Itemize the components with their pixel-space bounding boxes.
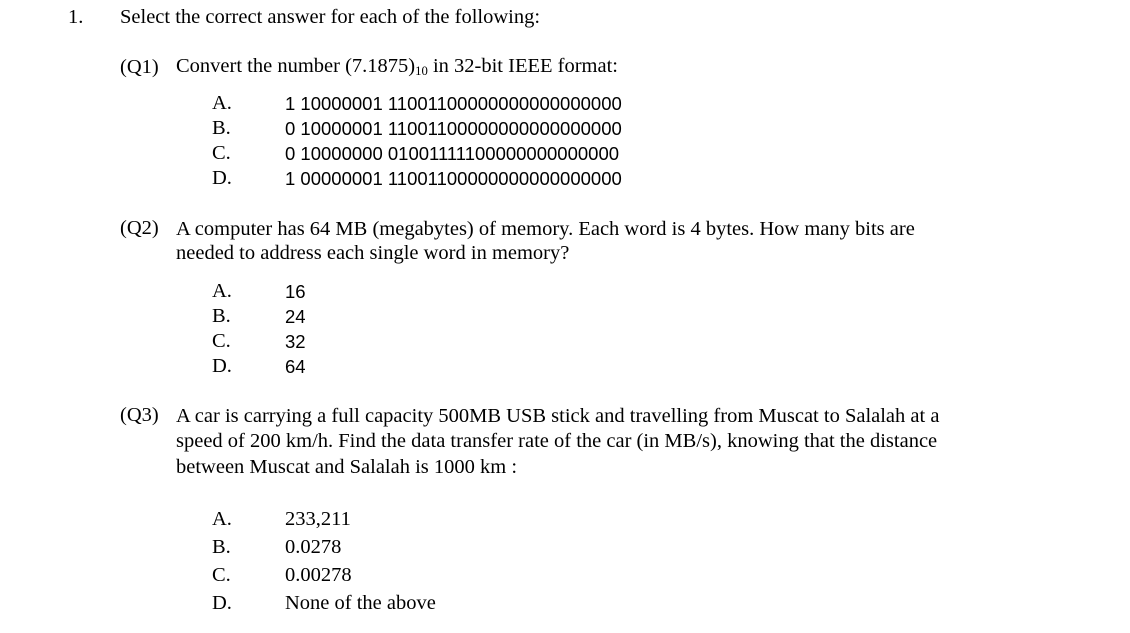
q2-option-a-letter: A.	[212, 280, 232, 302]
q2-option-c-value: 32	[285, 331, 306, 352]
q2-line-2: needed to address each single word in memory?	[176, 242, 570, 264]
q1-option-c-value: 0 10000000 01001111100000000000000	[285, 143, 620, 164]
q1-option-a-value: 1 10000001 11001100000000000000000	[285, 93, 622, 114]
q2-option-c-letter: C.	[212, 330, 231, 352]
q1-option-d-value: 1 00000001 11001100000000000000000	[285, 168, 622, 189]
instruction-text: Select the correct answer for each of the following:	[120, 6, 541, 28]
q1-text-before: Convert the number (7.1875)	[176, 55, 416, 77]
q3-option-d-letter: D.	[212, 592, 232, 614]
q1-option-d-letter: D.	[212, 167, 232, 189]
q3-option-a-value: 233,211	[285, 508, 351, 530]
q3-option-b-value: 0.0278	[285, 536, 342, 558]
q1-option-b-value: 0 10000001 11001100000000000000000	[285, 118, 622, 139]
q2-option-a-value: 16	[285, 281, 306, 302]
question-number: 1.	[68, 6, 84, 28]
q3-option-c-letter: C.	[212, 564, 231, 586]
q1-option-c-letter: C.	[212, 142, 231, 164]
q2-label: (Q2)	[120, 217, 159, 239]
q3-line-1: A car is carrying a full capacity 500MB USB stick and travelling from Muscat to Salalah at a	[176, 405, 940, 427]
q3-option-c-value: 0.00278	[285, 564, 352, 586]
q3-line-3: between Muscat and Salalah is 1000 km :	[176, 456, 518, 478]
q3-label: (Q3)	[120, 404, 159, 426]
q1-option-b-letter: B.	[212, 117, 231, 139]
q2-line-1: A computer has 64 MB (megabytes) of memory. Each word is 4 bytes. How many bits are	[176, 218, 915, 240]
q1-option-a-letter: A.	[212, 92, 232, 114]
q3-line-2: speed of 200 km/h. Find the data transfer rate of the car (in MB/s), knowing that the distance	[176, 430, 938, 452]
q3-option-a-letter: A.	[212, 508, 232, 530]
q3-option-d-value: None of the above	[285, 592, 436, 614]
q2-option-b-letter: B.	[212, 305, 231, 327]
q3-option-b-letter: B.	[212, 536, 231, 558]
q1-subscript: 10	[415, 64, 428, 79]
q1-text-after: in 32-bit IEEE format:	[427, 55, 618, 77]
q2-option-d-letter: D.	[212, 355, 232, 377]
q2-option-d-value: 64	[285, 356, 306, 377]
q2-option-b-value: 24	[285, 306, 306, 327]
q1-text	[176, 54, 618, 79]
q1-label: (Q1)	[120, 56, 159, 78]
